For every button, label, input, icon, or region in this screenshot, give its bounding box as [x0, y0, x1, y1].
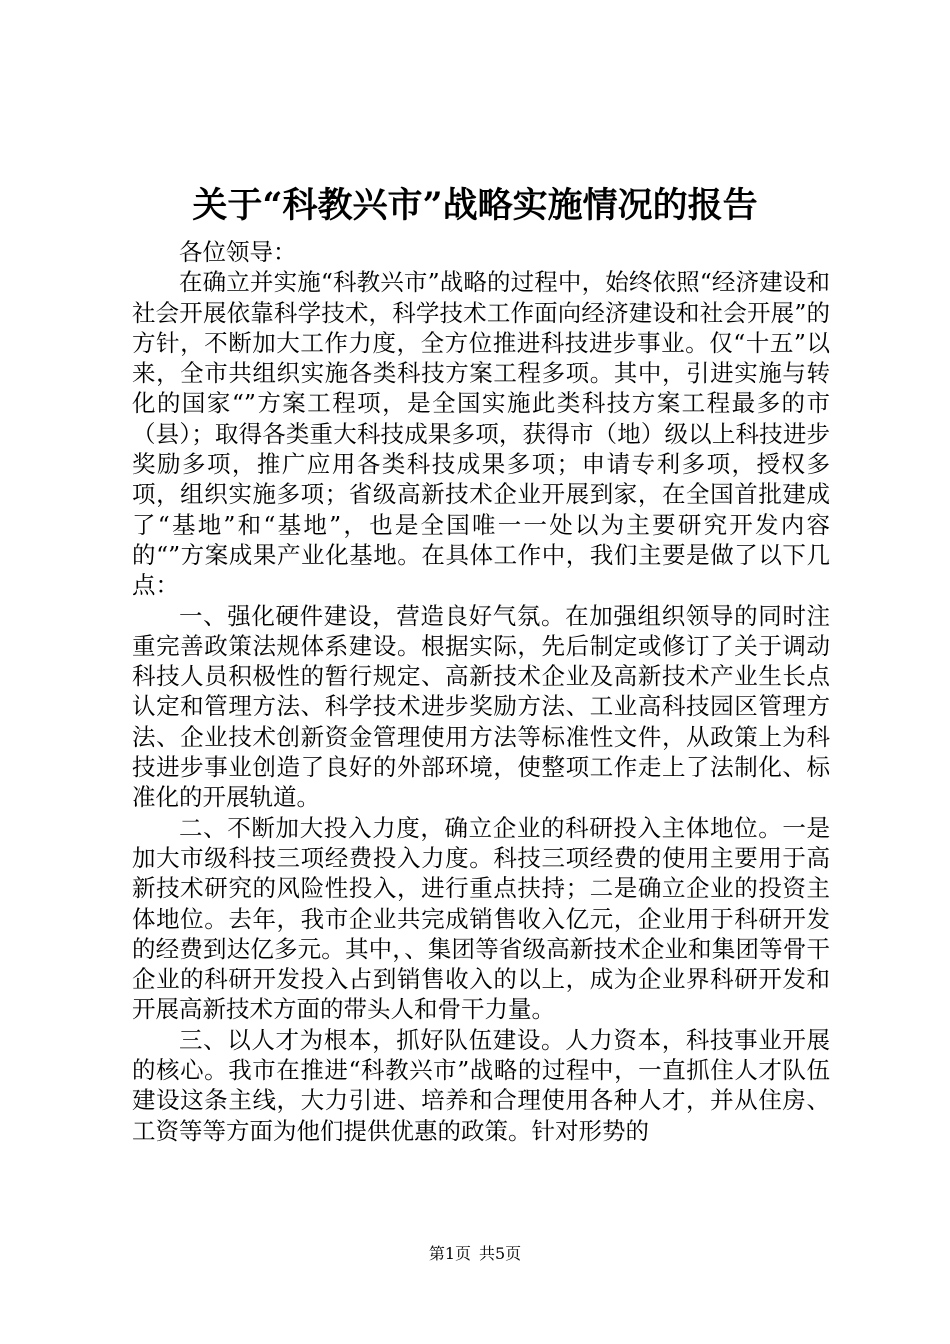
paragraph-intro: 在确立并实施“科教兴市”战略的过程中，始终依照“经济建设和社会开展依靠科学技术，科学技术工作面向经济建设和社会开展”的方针，不断加大工作力度，全方位推进科技进步事业。仅“十五”以来，全市共组织实施各类科技方案工程多项。其中，引进实施与转化的国家“”方案工程项，是全国实施此类科技方案工程最多的市（县）；取得各类重大科技成果多项，获得市（地）级以上科技进步奖励多项，推广应用各类科技成果多项；申请专利多项，授权多项，组织实施多项；省级高新技术企业开展到家，在全国首批建成了“基地”和“基地”，也是全国唯一一处以为主要研究开发内容的“”方案成果产业化基地。在具体工作中，我们主要是做了以下几点：	[132, 268, 830, 600]
page-number: 第1页	[428, 1244, 471, 1263]
page-total: 共5页	[479, 1244, 522, 1263]
page-footer	[0, 1243, 950, 1265]
paragraph-section-3: 三、以人才为根本，抓好队伍建设。人力资本，科技事业开展的核心。我市在推进“科教兴市”战略的过程中，一直抓住人才队伍建设这条主线，大力引进、培养和合理使用各种人才，并从住房、工资等等方面为他们提供优惠的政策。针对形势的	[132, 1025, 830, 1145]
paragraph-section-2: 二、不断加大投入力度，确立企业的科研投入主体地位。一是加大市级科技三项经费投入力度。科技三项经费的使用主要用于高新技术研究的风险性投入，进行重点扶持；二是确立企业的投资主体地位。去年，我市企业共完成销售收入亿元，企业用于科研开发的经费到达亿多元。其中，、集团等省级高新技术企业和集团等骨干企业的科研开发投入占到销售收入的以上，成为企业界科研开发和开展高新技术方面的带头人和骨干力量。	[132, 813, 830, 1024]
document-body	[132, 237, 830, 1146]
paragraph-section-1: 一、强化硬件建设，营造良好气氛。在加强组织领导的同时注重完善政策法规体系建设。根据实际，先后制定或修订了关于调动科技人员积极性的暂行规定、高新技术企业及高新技术产业生长点认定和管理方法、科学技术进步奖励方法、工业高科技园区管理方法、企业技术创新资金管理使用方法等标准性文件，从政策上为科技进步事业创造了良好的外部环境，使整项工作走上了法制化、标准化的开展轨道。	[132, 601, 830, 812]
salutation: 各位领导：	[179, 238, 297, 266]
document-title: 关于“科教兴市”战略实施情况的报告	[192, 185, 758, 226]
